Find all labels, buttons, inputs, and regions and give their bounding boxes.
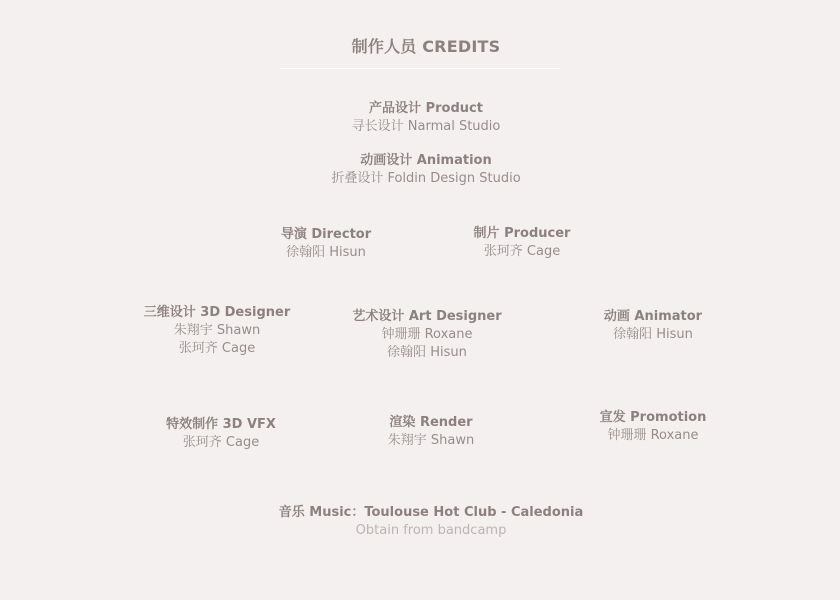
role-promotion: 宣发 Promotion: [599, 410, 707, 425]
credit-producer: [474, 225, 571, 261]
music-source-note: Obtain from bandcamp: [355, 523, 507, 538]
credit-animator: [604, 308, 702, 344]
credits-title: 制作人员 CREDITS: [351, 37, 501, 56]
role-product: 产品设计 Product: [369, 101, 483, 116]
name-director-1: 徐翰阳 Hisun: [286, 245, 366, 260]
credit-vfx: [166, 416, 276, 452]
name-animator-1: 徐翰阳 Hisun: [613, 327, 693, 342]
role-vfx: 特效制作 3D VFX: [166, 417, 276, 432]
credit-promotion: [600, 409, 707, 445]
name-producer-1: 张珂齐 Cage: [483, 244, 561, 259]
name-animation-1: 折叠设计 Foldin Design Studio: [331, 171, 521, 186]
role-music: 音乐 Music：Toulouse Hot Club - Caledonia: [278, 505, 584, 520]
name-product-1: 寻长设计 Narmal Studio: [351, 119, 501, 134]
role-render: 渲染 Render: [389, 415, 473, 430]
credit-director: [281, 226, 371, 262]
credit-render: [388, 414, 474, 450]
name-art-designer-1: 钟珊珊 Roxane: [381, 327, 473, 342]
credit-music: [279, 504, 584, 540]
name-vfx-1: 张珂齐 Cage: [182, 435, 260, 450]
credit-3d-designer: [144, 304, 290, 357]
role-director: 导演 Director: [280, 227, 372, 242]
role-3d-designer: 三维设计 3D Designer: [143, 305, 291, 320]
credit-animation: [331, 152, 520, 188]
role-animator: 动画 Animator: [603, 309, 703, 324]
name-3d-designer-2: 张珂齐 Cage: [178, 340, 256, 356]
credit-product: [352, 100, 501, 136]
title-divider: [280, 68, 560, 69]
name-3d-designer-1: 朱翔宇 Shawn: [173, 323, 261, 338]
name-render-1: 朱翔宇 Shawn: [387, 433, 475, 448]
role-art-designer: 艺术设计 Art Designer: [352, 309, 502, 324]
role-producer: 制片 Producer: [473, 226, 571, 241]
name-art-designer-2: 徐翰阳 Hisun: [387, 344, 467, 360]
credit-art-designer: [352, 308, 501, 361]
name-promotion-1: 钟珊珊 Roxane: [607, 428, 699, 443]
role-animation: 动画设计 Animation: [360, 153, 492, 168]
